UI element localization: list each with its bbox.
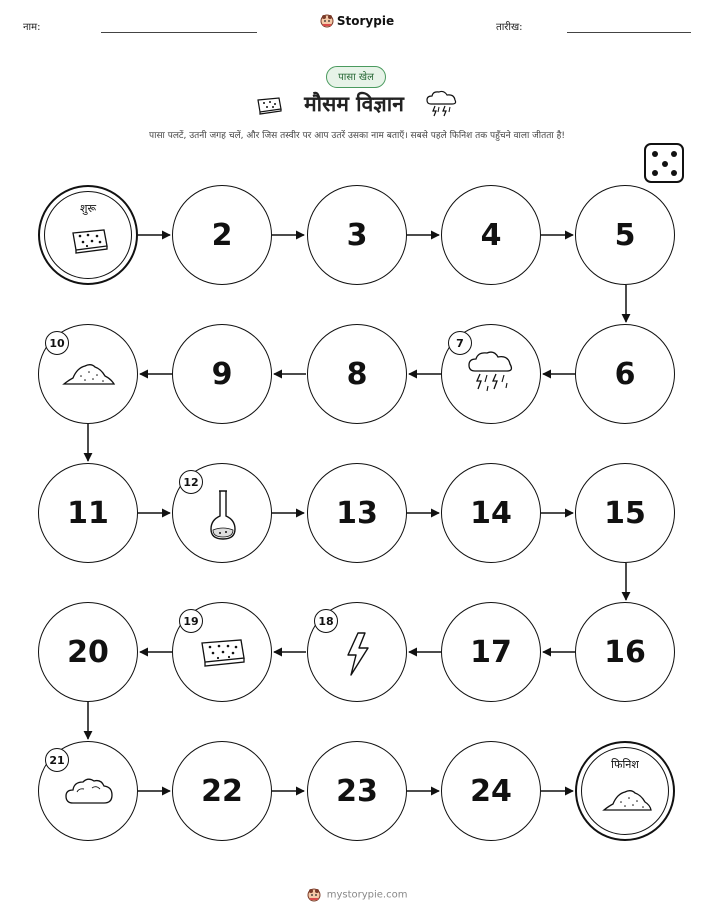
lightning-icon [344, 631, 372, 677]
board-space-5 [575, 185, 675, 285]
game-type-badge: पासा खेल [326, 66, 386, 88]
instructions: पासा पलटें, उतनी जगह चलें, और जिस तस्वीर पर आप उतरें उसका नाम बताएँ। सबसे पहले फिनिश तक पहुँचने वाला जीतता है! [149, 131, 565, 141]
cloud-icon [63, 776, 115, 808]
sponge-icon [70, 227, 110, 255]
board-space-11 [38, 463, 138, 563]
space-number-badge: 10 [45, 331, 69, 355]
space-number: 23 [336, 773, 378, 809]
name-label: नाम: [23, 22, 41, 33]
start-label: शुरू [79, 202, 97, 215]
board-space-16 [575, 602, 675, 702]
space-number-badge: 18 [314, 609, 338, 633]
footer [0, 888, 714, 902]
board-space-3 [307, 185, 407, 285]
board-space-2 [172, 185, 272, 285]
space-number: 2 [211, 217, 233, 253]
board-space-8 [307, 324, 407, 424]
space-number: 22 [201, 773, 243, 809]
sponge-icon [199, 637, 247, 669]
sand-pile-icon [601, 785, 653, 815]
space-number-badge: 21 [45, 748, 69, 772]
space-number: 11 [67, 495, 109, 531]
space-number: 14 [470, 495, 512, 531]
title-text: मौसम विज्ञान [304, 92, 404, 116]
board-space-24 [441, 741, 541, 841]
space-number: 17 [470, 634, 512, 670]
space-number: 13 [336, 495, 378, 531]
board-space-4 [441, 185, 541, 285]
space-number: 9 [211, 356, 233, 392]
date-label: तारीख: [496, 22, 523, 33]
space-number: 3 [346, 217, 368, 253]
board-space-22 [172, 741, 272, 841]
start-space [38, 185, 138, 285]
brand-name: Storypie [336, 14, 395, 28]
board-space-20 [38, 602, 138, 702]
space-number-badge: 7 [448, 331, 472, 355]
mascot-icon [307, 888, 321, 902]
board-space-23 [307, 741, 407, 841]
board-space-15 [575, 463, 675, 563]
finish-space [575, 741, 675, 841]
space-number: 6 [614, 356, 636, 392]
board-space-13 [307, 463, 407, 563]
storm-cloud-icon [466, 349, 518, 401]
space-number-badge: 12 [179, 470, 203, 494]
space-number: 20 [67, 634, 109, 670]
board-space-17 [441, 602, 541, 702]
finish-label: फिनिश [611, 758, 639, 771]
board-space-14 [441, 463, 541, 563]
space-number: 24 [470, 773, 512, 809]
flask-icon [207, 488, 239, 542]
space-number: 16 [604, 634, 646, 670]
footer-site[interactable]: mystorypie.com [326, 889, 408, 901]
sand-pile-icon [61, 358, 117, 390]
space-number: 5 [614, 217, 636, 253]
space-number: 8 [346, 356, 368, 392]
board-space-6 [575, 324, 675, 424]
board-space-9 [172, 324, 272, 424]
space-number: 4 [480, 217, 502, 253]
space-number-badge: 19 [179, 609, 203, 633]
space-number: 15 [604, 495, 646, 531]
